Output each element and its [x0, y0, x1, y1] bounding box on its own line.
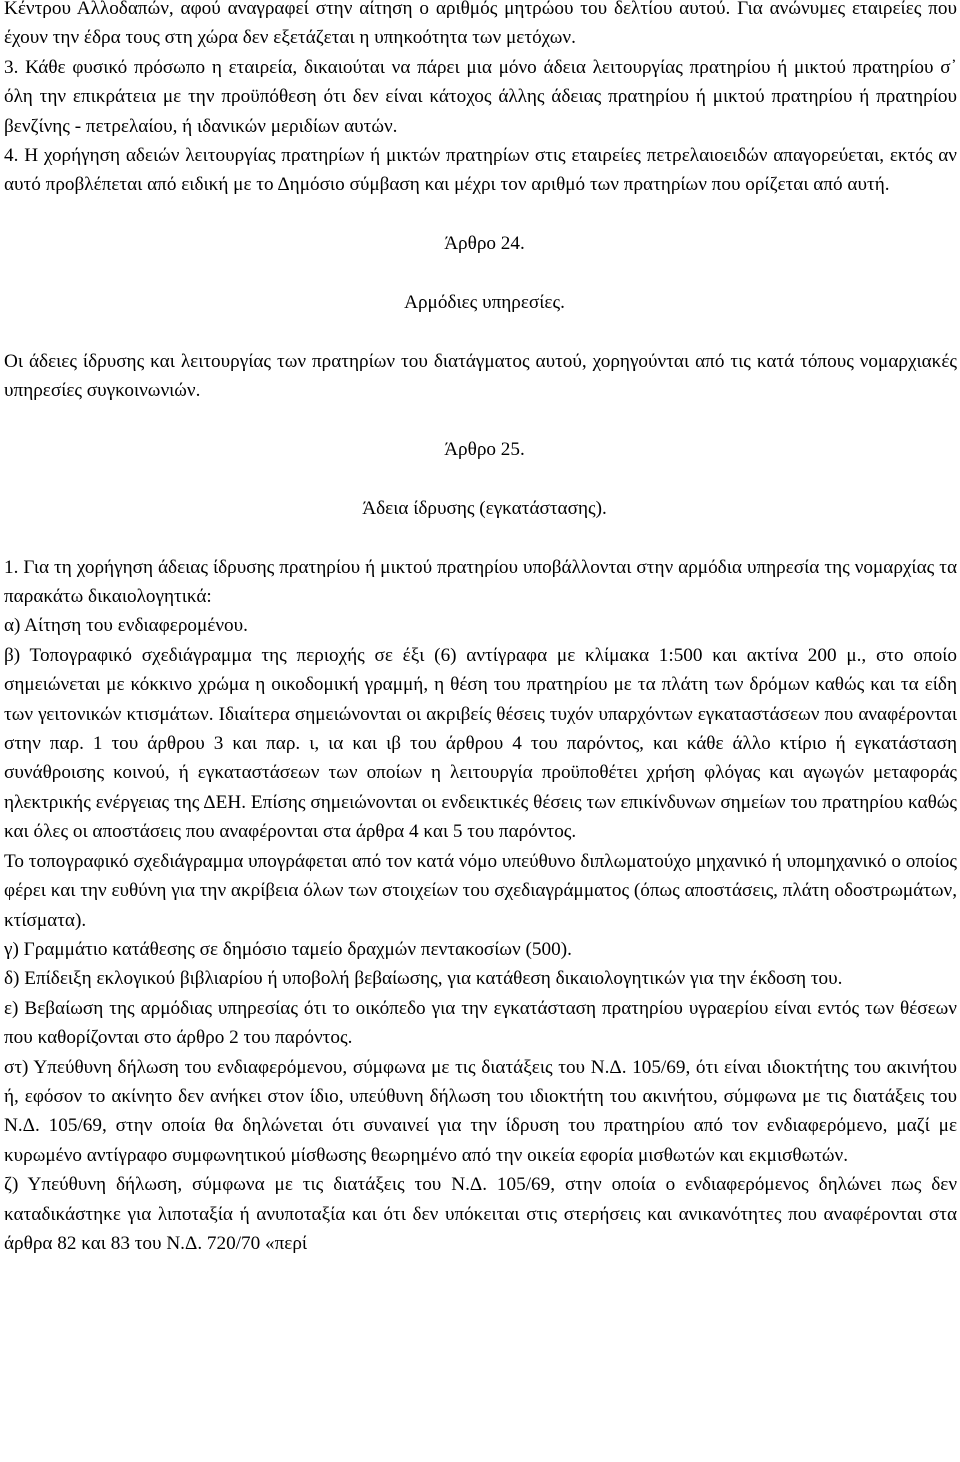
paragraph-4: 4. Η χορήγηση αδειών λειτουργίας πρατηρίων ή μικτών πρατηρίων στις εταιρείες πετρελαιοειδών απαγορεύεται, εκτός αν αυτό προβλέπεται από ειδική με το Δημόσιο σύμβαση και μέχρι τον αριθμό των πρατηρίων που ορίζεται από αυτή.	[4, 145, 957, 196]
paragraph-3: 3. Κάθε φυσικό πρόσωπο η εταιρεία, δικαιούται να πάρει μια μόνο άδεια λειτουργίας πρατηρίου ή μικτού πρατηρίου σ᾽ όλη την επικράτεια με την προϋπόθεση ότι δεν είναι κάτοχος άλλης άδειας πρατηρίου ή μικτού πρατηρίου ή πρατηρίου βενζίνης - πετρελαίου, ή ιδανικών μεριδίων αυτών.	[4, 56, 957, 137]
item-e: ε) Βεβαίωση της αρμόδιας υπηρεσίας ότι το οικόπεδο για την εγκατάσταση πρατηρίου υγραερίου είναι εντός των θέσεων που καθορίζονται στο άρθρο 2 του παρόντος.	[4, 997, 957, 1049]
spacer	[4, 464, 957, 493]
article-25-paragraph-1: 1. Για τη χορήγηση άδειας ίδρυσης πρατηρίου ή μικτού πρατηρίου υποβάλλονται στην αρμόδια υπηρεσία της νομαρχίας τα παρακάτω δικαιολογητικά:	[4, 556, 957, 608]
article-24-body: Οι άδειες ίδρυσης και λειτουργίας των πρατηρίων του διατάγματος αυτού, χορηγούνται από τις κατά τόπους νομαρχιακές υπηρεσίες συγκοινωνιών.	[4, 350, 957, 402]
document-page	[4, 0, 957, 1258]
item-b: β) Τοπογραφικό σχεδιάγραμμα της περιοχής σε έξι (6) αντίγραφα με κλίμακα 1:500 και ακτίνα 200 μ., στο οποίο σημειώνεται με κόκκινο χρώμα η οικοδομική γραμμή, η θέση του πρατηρίου με τα πλάτη των δρόμων καθώς και τα είδη των γειτονικών κτισμάτων. Ιδιαίτερα σημειώνονται οι ακριβείς θέσεις τυχόν υπαρχόντων εγκαταστάσεων που αναφέρονται στην παρ. 1 του άρθρου 3 και παρ. ι, ια και ιβ του άρθρου 4 του παρόντος, και κάθε άλλο κτίριο ή εγκατάσταση συνάθροισης κοινού, ή εγκαταστάσεων των οποίων η λειτουργία προϋποθέτει χρήση φλόγας και αγωγών μεταφοράς ηλεκτρικής ενέργειας της ΔΕΗ. Επίσης σημειώνονται οι ενδεικτικές θέσεις των επικίνδυνων σημείων του πρατηρίου καθώς και όλες οι αποστάσεις που αναφέρονται στα άρθρα 4 και 5 του παρόντος.	[4, 644, 957, 843]
article-24-number: Άρθρο 24.	[444, 233, 525, 255]
spacer	[4, 259, 957, 288]
spacer	[4, 523, 957, 552]
item-b-continuation: Το τοπογραφικό σχεδιάγραμμα υπογράφεται από τον κατά νόμο υπεύθυνο διπλωματούχο μηχανικό ή υπομηχανικό ο οποίος φέρει και την ευθύνη για την ακρίβεια όλων των στοιχείων του σχεδιαγράμματος (όπως αποστάσεις, πλάτη οδοστρωμάτων, κτίσματα).	[4, 850, 957, 931]
item-st: στ) Υπεύθυνη δήλωση του ενδιαφερόμενου, σύμφωνα με τις διατάξεις του Ν.Δ. 105/69, ότι είναι ιδιοκτήτης του ακινήτου ή, εφόσον το ακίνητο δεν ανήκει στον ίδιο, υπεύθυνη δήλωση του ιδιοκτήτη του ακινήτου, σύμφωνα με τις διατάξεις του Ν.Δ. 105/69, στην οποία θα δηλώνεται ότι συναινεί για την ίδρυση του πρατηρίου από τον ενδιαφερόμενο, μαζί με κυρωμένο αντίγραφο συμφωνητικού μίσθωσης θεωρημένο από την οικεία εφορία μισθωτών και εκμισθωτών.	[4, 1056, 957, 1166]
item-c: γ) Γραμμάτιο κατάθεσης σε δημόσιο ταμείο δραχμών πεντακοσίων (500).	[4, 938, 572, 960]
spacer	[4, 406, 957, 435]
article-25-title: Άδεια ίδρυσης (εγκατάστασης).	[362, 497, 607, 519]
item-z: ζ) Υπεύθυνη δήλωση, σύμφωνα με τις διατάξεις του Ν.Δ. 105/69, στην οποία ο ενδιαφερόμενος δηλώνει πως δεν καταδικάστηκε για λιποταξία ή ανυποταξία και ότι δεν υπόκειται στις στερήσεις και ανικανότητες που αναφέρονται στα άρθρα 82 και 83 του Ν.Δ. 720/70 «περί	[4, 1174, 957, 1254]
spacer	[4, 200, 957, 229]
article-25-number: Άρθρο 25.	[444, 439, 525, 461]
item-a: α) Αίτηση του ενδιαφερομένου.	[4, 615, 248, 637]
item-d: δ) Επίδειξη εκλογικού βιβλιαρίου ή υποβολή βεβαίωσης, για κατάθεση δικαιολογητικών για την έκδοση του.	[4, 968, 843, 990]
paragraph-intro: Κέντρου Αλλοδαπών, αφού αναγραφεί στην αίτηση ο αριθμός μητρώου του δελτίου αυτού. Για ανώνυμες εταιρείες που έχουν την έδρα τους στη χώρα δεν εξετάζεται η υπηκοότητα των μετόχων.	[4, 0, 957, 49]
spacer	[4, 317, 957, 346]
article-24-title: Αρμόδιες υπηρεσίες.	[404, 292, 565, 314]
